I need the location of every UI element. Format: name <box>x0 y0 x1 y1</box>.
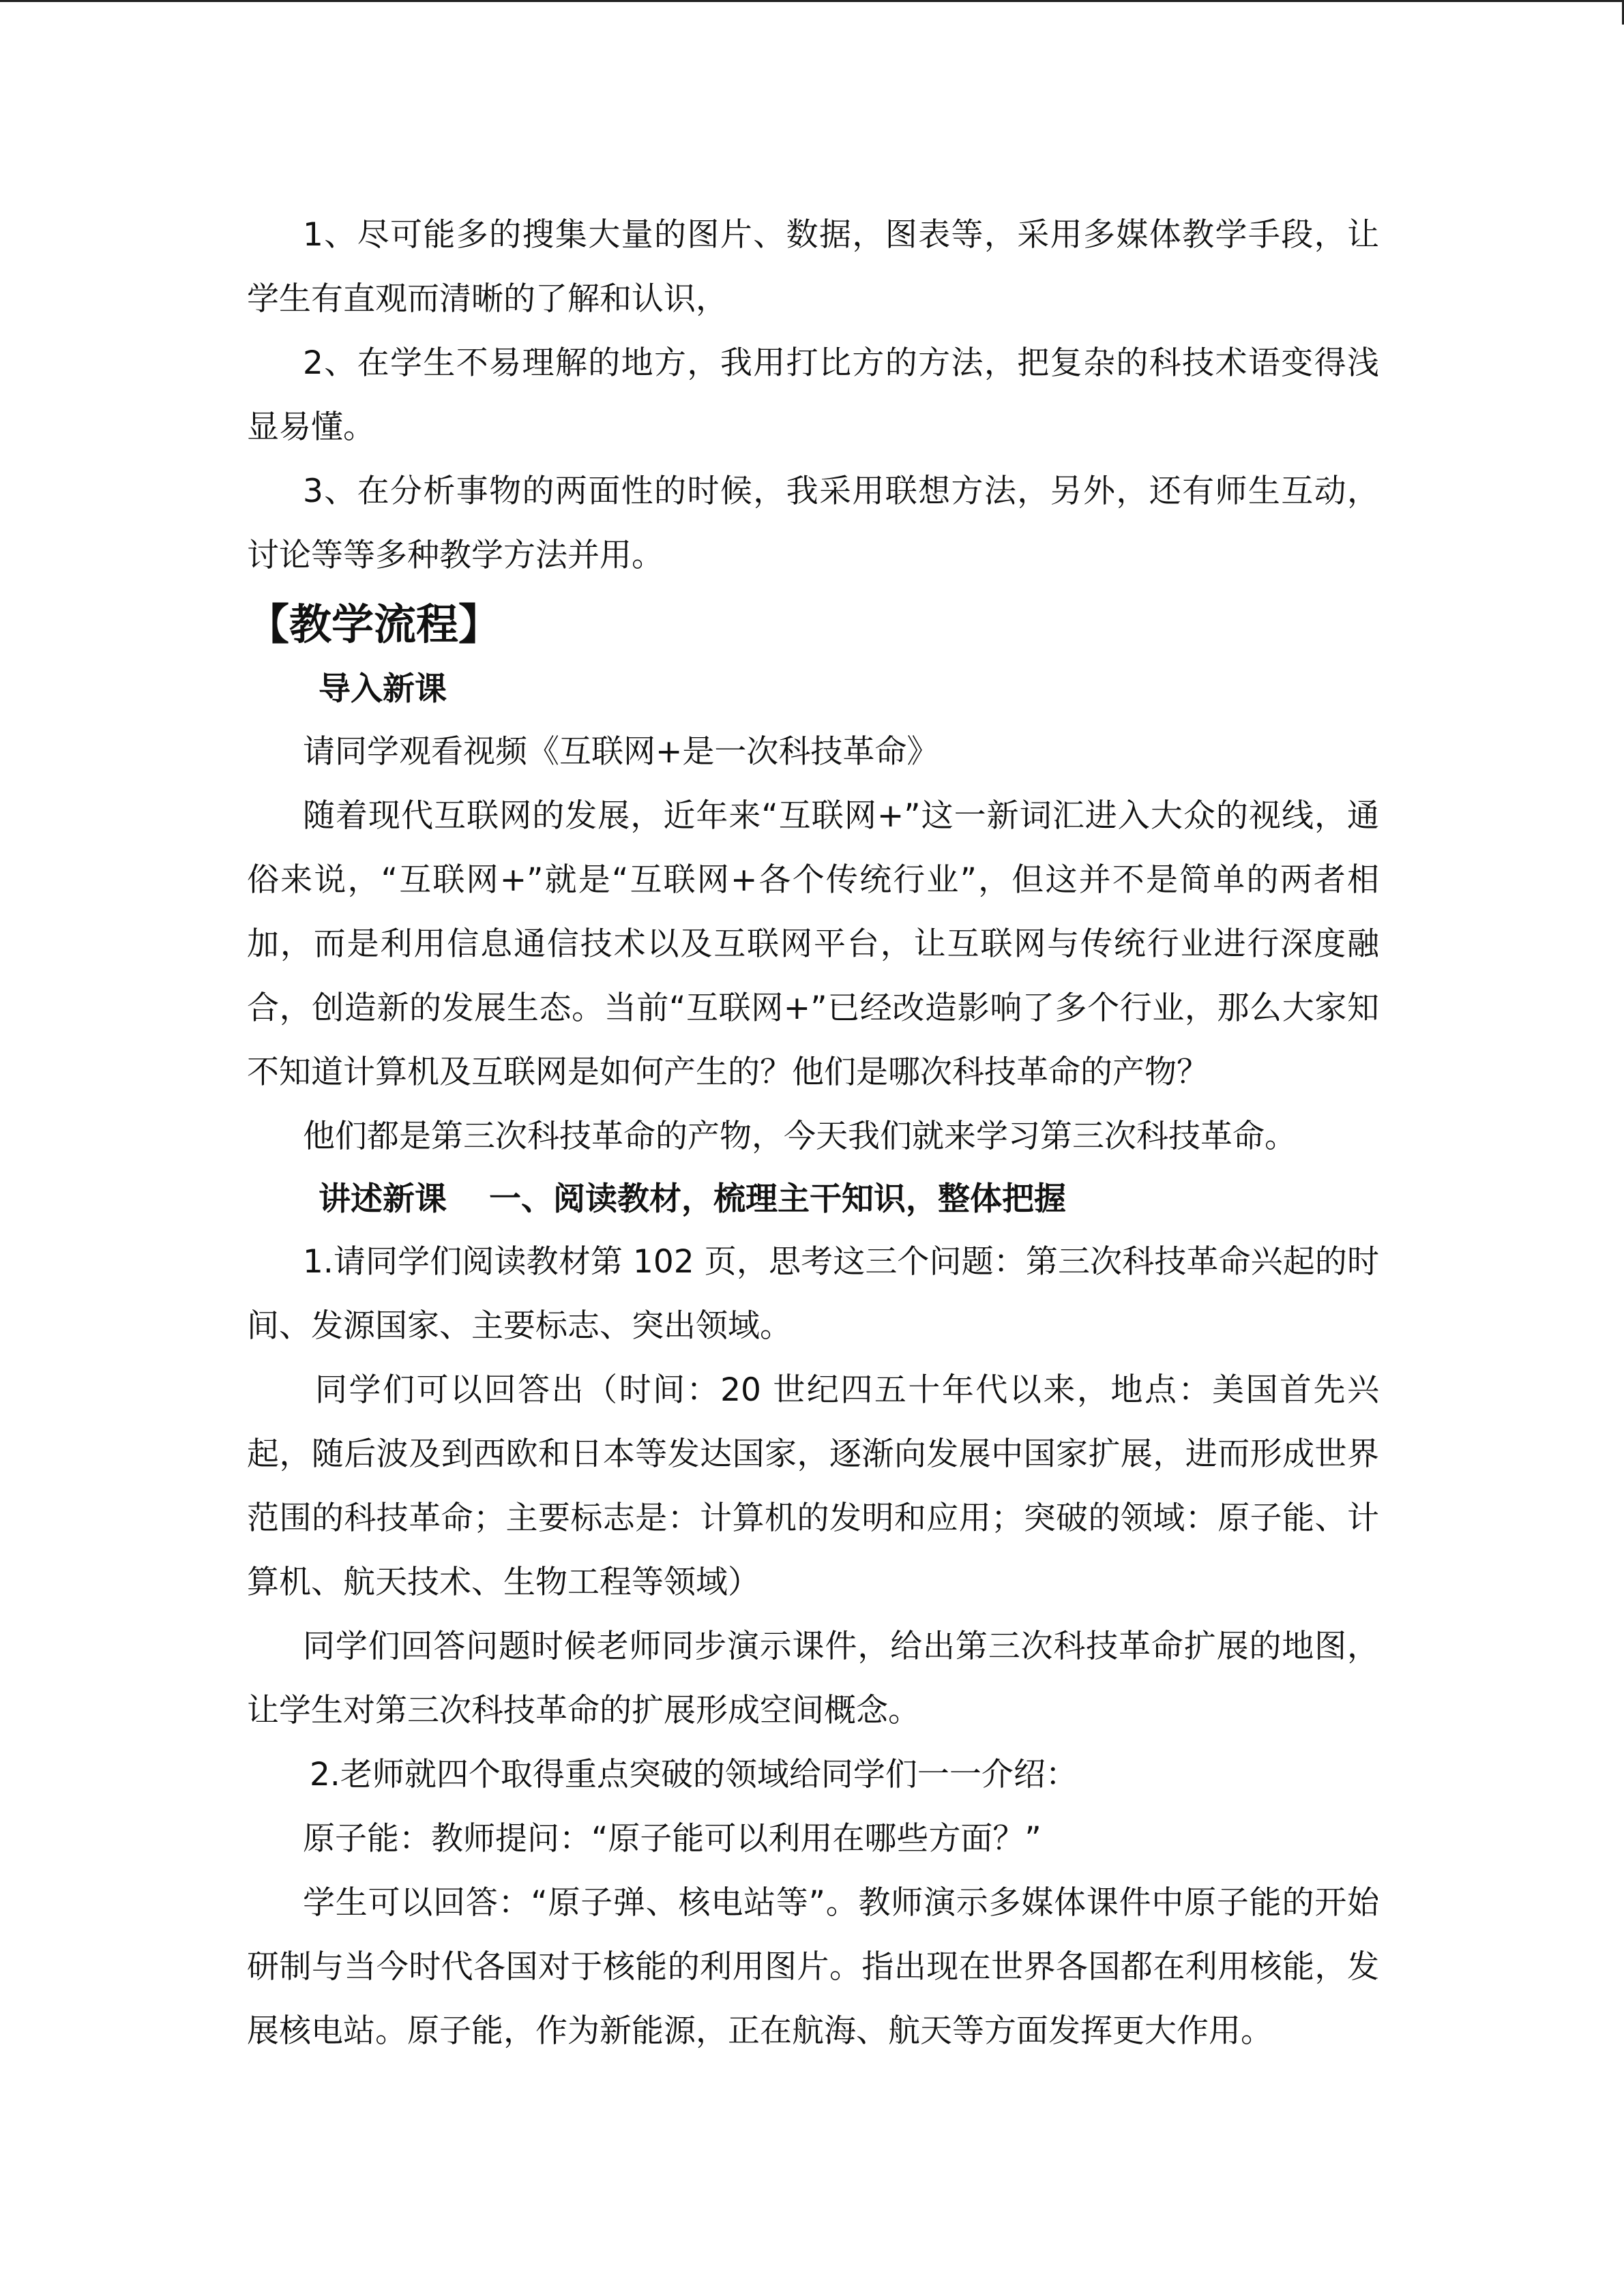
lecture-answer-1: 同学们可以回答出（时间：20 世纪四五十年代以来，地点：美国首先兴起，随后波及到西欧和日本等发达国家，逐渐向发展中国家扩展，进而形成世界范围的科技革命；主要标志是：计算机的发明和应用；突破的领域：原子能、计算机、航天技术、生物工程等领域） <box>247 1371 1379 1601</box>
lecture-demo: 同学们回答问题时候老师同步演示课件，给出第三次科技革命扩展的地图，让学生对第三次科技革命的扩展形成空间概念。 <box>247 1628 1379 1729</box>
intro-paragraph-1: 随着现代互联网的发展，近年来“互联网+”这一新词汇进入大众的视线，通俗来说，“互联网+”就是“互联网+各个传统行业”，但这并不是简单的两者相加，而是利用信息通信技术以及互联网平台，让互联网与传统行业进行深度融合，创造新的发展生态。当前“互联网+”已经改造影响了多个行业，那么大家知不知道计算机及互联网是如何产生的？他们是哪次科技革命的产物？ <box>247 797 1379 1091</box>
intro-paragraph-2: 他们都是第三次科技革命的产物，今天我们就来学习第三次科技革命。 <box>303 1118 1297 1155</box>
method-2: 2、在学生不易理解的地方，我用打比方的方法，把复杂的科技术语变得浅显易懂。 <box>247 344 1379 446</box>
lecture-section-title: 一、阅读教材，梳理主干知识，整体把握 <box>489 1180 1066 1218</box>
section-heading: 【教学流程】 <box>247 599 501 649</box>
atom-question: 原子能：教师提问：“原子能可以利用在哪些方面？” <box>303 1820 1042 1858</box>
method-3: 3、在分析事物的两面性的时候，我采用联想方法，另外，还有师生互动，讨论等等多种教学方法并用。 <box>247 473 1379 574</box>
lecture-question-2: 2.老师就四个取得重点突破的领域给同学们一一介绍： <box>310 1756 1078 1793</box>
page-top-border <box>0 0 1624 2</box>
lecture-label: 讲述新课 <box>319 1180 447 1218</box>
intro-video: 请同学观看视频《互联网+是一次科技革命》 <box>303 733 939 771</box>
atom-answer: 学生可以回答：“原子弹、核电站等”。教师演示多媒体课件中原子能的开始研制与当今时代各国对于核能的利用图片。指出现在世界各国都在利用核能，发展核电站。原子能，作为新能源，正在航海、航天等方面发挥更大作用。 <box>247 1884 1379 2050</box>
lecture-question-1: 1.请同学们阅读教材第 102 页，思考这三个问题：第三次科技革命兴起的时间、发源国家、主要标志、突出领域。 <box>247 1243 1379 1345</box>
method-1: 1、尽可能多的搜集大量的图片、数据，图表等，采用多媒体教学手段，让学生有直观而清晰的了解和认识， <box>247 216 1379 318</box>
intro-label: 导入新课 <box>319 670 447 708</box>
document-body <box>247 203 1379 2063</box>
lecture-heading-line <box>319 1169 1379 1230</box>
